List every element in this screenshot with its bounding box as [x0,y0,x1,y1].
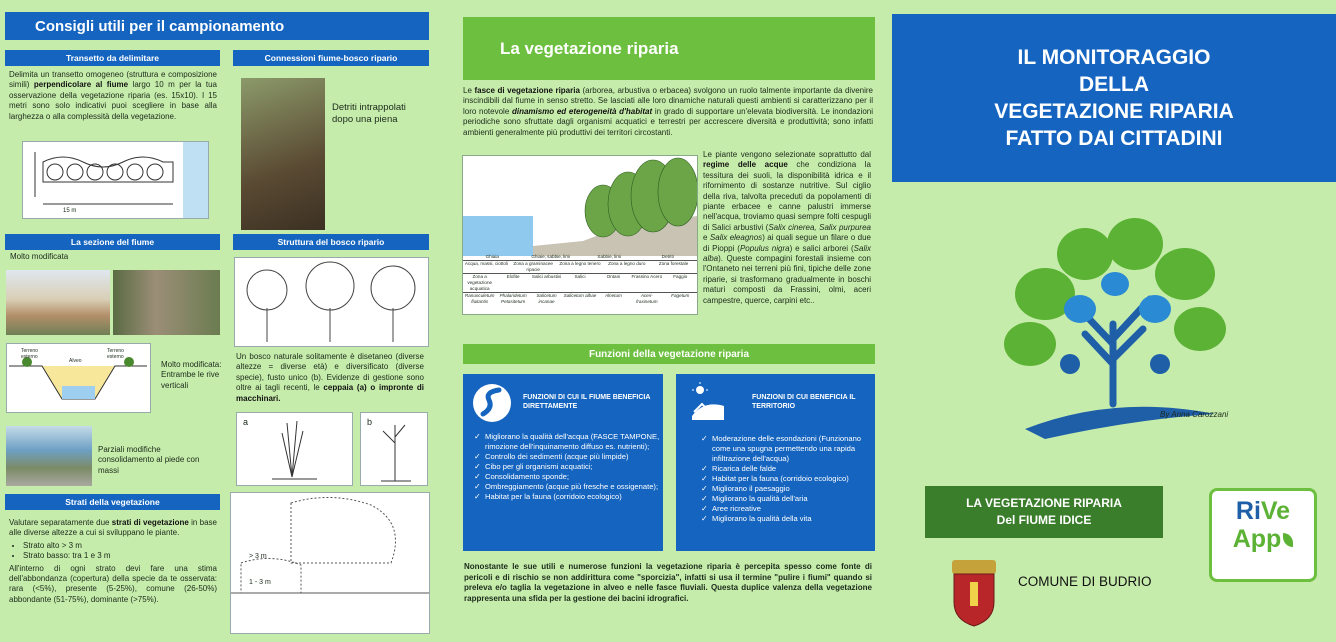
cover-title-line-3: VEGETAZIONE RIPARIA [994,100,1234,123]
funzioni-box-fiume-title: FUNZIONI DI CUI IL FIUME BENEFICIA DIRETTAMENTE [523,394,651,410]
diag-r1-c1: Ghiaia [485,254,499,259]
comune-name: COMUNE DI BUDRIO [1018,574,1152,589]
fiume-item: ✓ Ombreggiamento (acque più fresche e ossigenate); [485,482,667,492]
strati-text: Valutare separatamente due strati di vegetazione in base alle diverse altezze a cui si sviluppano le piante. • Strato alto > 3 m • Strato basso: tra 1 e 3 m All'interno di ogni strato devi fare una stima dell'abbondanza (copertura) della specie da te osservata: rara (<5%), presente (5-25%), comune (26-50%) abbondante (51-75%), dominante (>75%). [9,518,217,605]
strati-label-high: > 3 m [249,553,267,560]
funzioni-title: Funzioni della vegetazione riparia [463,344,875,364]
sezione-diagram-label-mid: Alveo [69,358,82,364]
diag-r3-c6: Frassino Acero [631,274,663,279]
territorio-item: ✓ Migliorano il paesaggio [712,484,880,494]
landscape-icon [690,382,726,422]
fiume-item: ✓ Consolidamento sponde; [485,472,667,482]
transetto-text: Delimita un transetto omogeneo (struttura e composizione simili) perpendicolare al fiume largo 10 m per la tua osservazione della vegetazione riparia (es. 15x10). I 15 metri sono solo indicativi puoi scegliere in base alla larghezza o alla complessità della vegetazione. [9,70,217,121]
territorio-item: ✓ Moderazione delle esondazioni (Funzionano come una spugna permettendo una rapida infiltrazione dell'acqua) [712,434,880,464]
cover-credit: By Anna Carozzani [1160,410,1229,419]
territorio-item: ✓ Migliorano la qualità della vita [712,514,880,524]
sezione-label-2: Molto modificata: Entrambe le rive verticali [161,360,222,390]
transetto-title: Transetto da delimitare [5,50,220,66]
riveapp-logo-app: App [1232,525,1282,553]
fiume-item: ✓ Controllo dei sedimenti (acque più limpide) [485,452,667,462]
panel2-intro: Le fasce di vegetazione riparia (arborea, arbustiva o erbacea) svolgono un ruolo talmente importante da divenire inscindibili dal fiume in senso stretto. Se lasciati alle loro dinamiche naturali questi ambienti si caratterizzano per il loro notevole dinamismo ed eterogeneità d'habitat in grado di supportare un'elevata biodiversità. Le inondazioni periodiche sono sfruttate dagli organismi acquatici e terrestri per accrescere diversità e produttività; sono infatti ambienti generalmente più produttivi dei territori circostanti. [463,86,874,137]
struttura-fig-a [236,412,353,486]
cover-subtitle-line-2: Del FIUME IDICE [996,513,1092,527]
sezione-label-3: Parziali modifiche consolidamento al piede con massi [98,445,200,475]
diag-r4-c5: Alnetum [604,293,622,298]
struttura-text: Un bosco naturale solitamente è disetaneo (diverse altezze = diverse età) e diversificato (diverse specie), fusto unico (b). Evidenze di gestione sono oltre ai tagli recenti, le ceppaia (a) o impronte di macchinari. [236,352,424,403]
panel2-side-text: Le piante vengono selezionate soprattutto dal regime delle acque che condiziona la tessitura dei suoli, la disponibilità idrica e il rifornimento di sostanze nutritive. Sul ciglio della riva, talvolta preceduti da popolamenti di piante erbacee e canne palustri immerse nell'acqua, troviamo quasi sempre folti cespugli di Salici arbustivi (Salix cinerea, Salix purpurea e Salix eleagnos) ai quali segue un filare o due di Pioppi (Populus nigra) e salici arborei (Salix alba). Queste compagini forestali insieme con l'Ontaneto nei terreni più fini, tipiche delle zone riparie, si trasformano gradualmente in boschi maturi composti da Frassini, olmi, aceri campestre, querce, carpini etc.. [703,150,872,305]
diag-r3-c1: Zona a vegetazione acquatica [467,274,493,291]
diag-r1-c3: Sabbie, limi [597,254,622,259]
cover-title [892,14,1336,182]
diag-r3-c3: Salici arbustivi [531,274,562,279]
cover-subtitle-line-1: LA VEGETAZIONE RIPARIA [966,496,1122,510]
strati-sketch [230,492,430,634]
territorio-item: ✓ Ricarica delle falde [712,464,880,474]
struttura-title: Struttura del bosco ripario [233,234,429,250]
sezione-title: La sezione del fiume [5,234,220,250]
transetto-dim-label: 15 m [63,208,77,214]
connessioni-photo [241,78,325,230]
diag-r2-c1: Acqua, massi, ciottoli [464,261,508,266]
diag-r4-c1: Ranunculetum fluitantis [464,293,495,304]
strati-bullet-high: • Strato alto > 3 m [23,541,217,551]
strati-label-low: 1 - 3 m [249,579,271,586]
funzioni-box-fiume [463,374,663,551]
diag-r1-c4: Detriti [661,254,674,259]
connessioni-caption: Detriti intrappolati dopo una piena [332,102,406,125]
diag-r2-c3: Zona a legno tenero [559,261,601,266]
territorio-item: ✓ Migliorano la qualità dell'aria [712,494,880,504]
diag-r3-c4: Salici [574,274,586,279]
cover-title-line-1: IL MONITORAGGIO [1017,46,1211,69]
sezione-diagram-label-right: Terreno esterno [107,348,124,360]
territorio-item: ✓ Habitat per la fauna (corridoio ecologico) [712,474,880,484]
diag-r2-c5: Zona forestale [658,261,689,266]
diag-r3-c7: Faggio [673,274,688,279]
sezione-photo-2 [113,270,220,335]
cover-title-line-2: DELLA [1079,73,1149,96]
comune-crest-icon [944,556,1004,628]
territorio-item: ✓ Aree ricreative [712,504,880,514]
transetto-sketch [22,141,209,219]
funzioni-box-territorio-title: FUNZIONI DI CUI BENEFICIA IL TERRITORIO [752,394,856,410]
river-icon [473,384,511,422]
struttura-fig-b-label: b [367,417,373,427]
struttura-trees-sketch [234,257,429,347]
strati-title: Strati della vegetazione [5,494,220,510]
diag-r2-c4: Zona a legno duro [608,261,646,266]
zonation-diagram [462,155,698,315]
cover-subtitle [925,486,1163,538]
diag-r3-c2: Elofite [506,274,520,279]
riveapp-logo-ri: Ri [1235,497,1261,525]
connessioni-title: Connessioni fiume-bosco ripario [233,50,429,66]
funzioni-box-territorio [676,374,875,551]
fiume-item: ✓ Migliorano la qualità dell'acqua (FASCE TAMPONE, rimozione dell'inquinamento diffuso es. nutrienti); [485,432,667,452]
diag-r4-c3: Salicetum incanae [536,293,557,304]
panel1-title: Consigli utili per il campionamento [5,12,429,40]
diag-r2-c2: Zona a graminacee ripacie [513,261,553,272]
diag-r3-c5: Ontani [606,274,621,279]
struttura-fig-a-label: a [243,417,249,427]
diag-r1-c2: Ghiaie, sabbie, limi [531,254,571,259]
riveapp-logo [1209,488,1317,582]
cover-title-line-4: FATTO DAI CITTADINI [1005,127,1223,150]
diag-r4-c7: Fagetum [671,293,690,298]
sezione-diagram-label-left: Terreno esterno [21,348,38,360]
sezione-photo-3 [6,426,92,486]
fiume-item: ✓ Habitat per la fauna (corridoio ecologico) [485,492,667,502]
sezione-diagram [6,343,151,413]
fiume-item: ✓ Cibo per gli organismi acquatici; [485,462,667,472]
diag-r4-c2: Phalaridetum Petasitetum [499,293,527,304]
diag-r4-c4: Salicetum albae [563,293,597,298]
strati-bullet-low: • Strato basso: tra 1 e 3 m [23,551,217,561]
leaf-icon [1283,533,1293,547]
panel2-closing: Nonostante le sue utili e numerose funzioni la vegetazione riparia è percepita spesso come fonte di pericoli e di rischio se non addirittura come "sporcizia", infatti si usa il termine "pulire i fiumi" quando si preleva e/o taglia la vegetazione in alveo e nelle fasce fluviali. Questa duplice valenza della vegetazione rappresenta una sfida per la gestione dei bacini idrografici. [464,562,872,603]
diag-r4-c6: Aceri-fraxinetum [636,293,658,304]
panel2-title: La vegetazione riparia [463,17,875,80]
sezione-label-1: Molto modificata [10,252,69,261]
sezione-photo-1 [6,270,110,335]
struttura-fig-b [360,412,428,486]
riveapp-logo-ve: Ve [1260,497,1291,525]
